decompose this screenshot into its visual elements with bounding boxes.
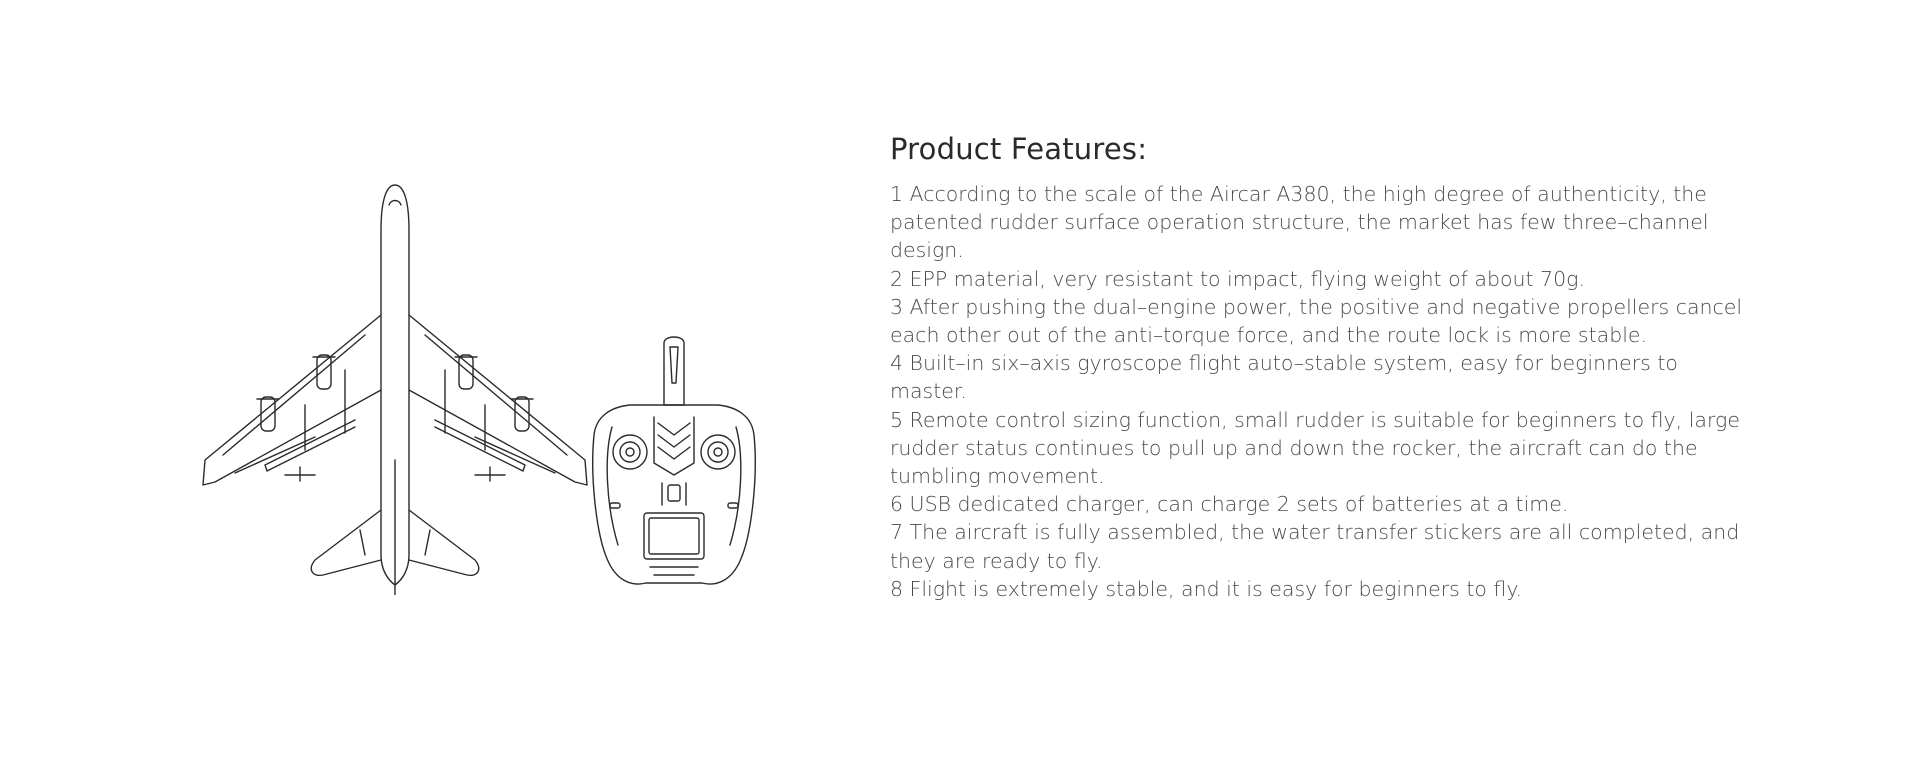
feature-item-3: 3 After pushing the dual–engine power, the positive and negative propellers cancel each other out of the anti–torque force, and the route lock is more stable. xyxy=(890,294,1743,348)
feature-item-1: 1 According to the scale of the Aircar A380, the high degree of authenticity, the patented rudder surface operation structure, the market has few three–channel design. xyxy=(890,182,1709,263)
remote-controller-icon xyxy=(593,337,755,584)
features-list xyxy=(890,180,1750,603)
feature-item-4: 4 Built–in six–axis gyroscope flight auto–stable system, easy for beginners to master. xyxy=(890,351,1678,404)
product-illustration xyxy=(195,175,795,595)
feature-item-2: 2 EPP material, very resistant to impact, flying weight of about 70g. xyxy=(890,266,1585,291)
product-features-section xyxy=(890,132,1750,603)
feature-item-6: 6 USB dedicated charger, can charge 2 sets of batteries at a time. xyxy=(890,492,1569,517)
airplane-icon xyxy=(203,185,587,595)
product-drawing xyxy=(195,175,795,595)
feature-item-8: 8 Flight is extremely stable, and it is easy for beginners to fly. xyxy=(890,576,1523,601)
features-heading: Product Features: xyxy=(890,132,1148,166)
feature-item-5: 5 Remote control sizing function, small rudder is suitable for beginners to fly, large rudder status continues to pull up and down the rocker, the aircraft can do the tumbling movement. xyxy=(890,407,1740,489)
feature-item-7: 7 The aircraft is fully assembled, the water transfer stickers are all completed, and they are ready to fly. xyxy=(890,520,1740,573)
